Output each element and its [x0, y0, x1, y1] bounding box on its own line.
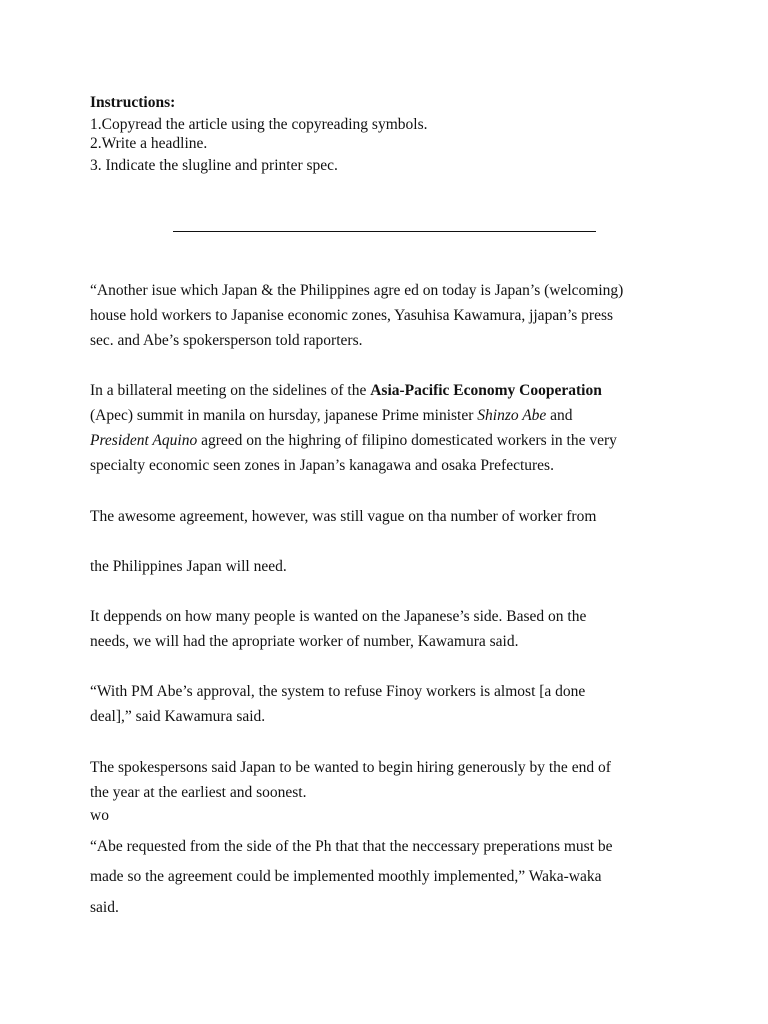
headline-blank-line [173, 231, 596, 232]
article-p8-line-2: made so the agreement could be implemented moothly implemented,” Waka-waka [90, 868, 602, 885]
article-p8-line-1: “Abe requested from the side of the Ph that that the neccessary preperations must be [90, 838, 613, 855]
article-p5-line-2: needs, we will had the apropriate worker of number, Kawamura said. [90, 633, 519, 650]
stray-mark-wo: wo [90, 807, 109, 824]
article-p2-line-3 [90, 432, 617, 450]
article-p1-line-1: “Another isue which Japan & the Philippines agre ed on today is Japan’s (welcoming) [90, 282, 624, 299]
article-p5-line-1: It deppends on how many people is wanted on the Japanese’s side. Based on the [90, 608, 587, 625]
instruction-item-3: 3. Indicate the slugline and printer spec. [90, 157, 338, 174]
article-p6-line-1: “With PM Abe’s approval, the system to refuse Finoy workers is almost [a done [90, 683, 586, 700]
article-p3: The awesome agreement, however, was still vague on tha number of worker from [90, 508, 597, 525]
article-p7-line-1: The spokespersons said Japan to be wanted to begin hiring generously by the end of [90, 759, 611, 776]
article-p1-line-3: sec. and Abe’s spokersperson told raporters. [90, 332, 363, 349]
article-p7-line-2: the year at the earliest and soonest. [90, 784, 307, 801]
article-p6-line-2: deal],” said Kawamura said. [90, 708, 266, 725]
instruction-item-1: 1.Copyread the article using the copyreading symbols. [90, 116, 428, 133]
article-p2-line-4: specialty economic seen zones in Japan’s kanagawa and osaka Prefectures. [90, 457, 554, 474]
article-p8-line-3: said. [90, 899, 119, 916]
article-p2-line-2 [90, 407, 573, 425]
shinzo-abe-italic: Shinzo Abe [477, 407, 547, 424]
p2-l2-tail: and [546, 407, 573, 424]
apec-name-bold: Asia-Pacific Economy Cooperation [370, 382, 602, 399]
p2-l1-text: In a billateral meeting on the sidelines of the [90, 382, 371, 399]
instruction-item-2: 2.Write a headline. [90, 135, 208, 152]
article-p4: the Philippines Japan will need. [90, 558, 287, 575]
article-p1-line-2: house hold workers to Japanise economic zones, Yasuhisa Kawamura, jjapan’s press [90, 307, 614, 324]
instructions-heading: Instructions: [90, 94, 176, 111]
p2-l3-text: agreed on the highring of filipino domesticated workers in the very [197, 432, 617, 449]
p2-l2-text: (Apec) summit in manila on hursday, japanese Prime minister [90, 407, 478, 424]
president-aquino-italic: President Aquino [90, 432, 198, 449]
article-p2-line-1 [90, 382, 602, 400]
